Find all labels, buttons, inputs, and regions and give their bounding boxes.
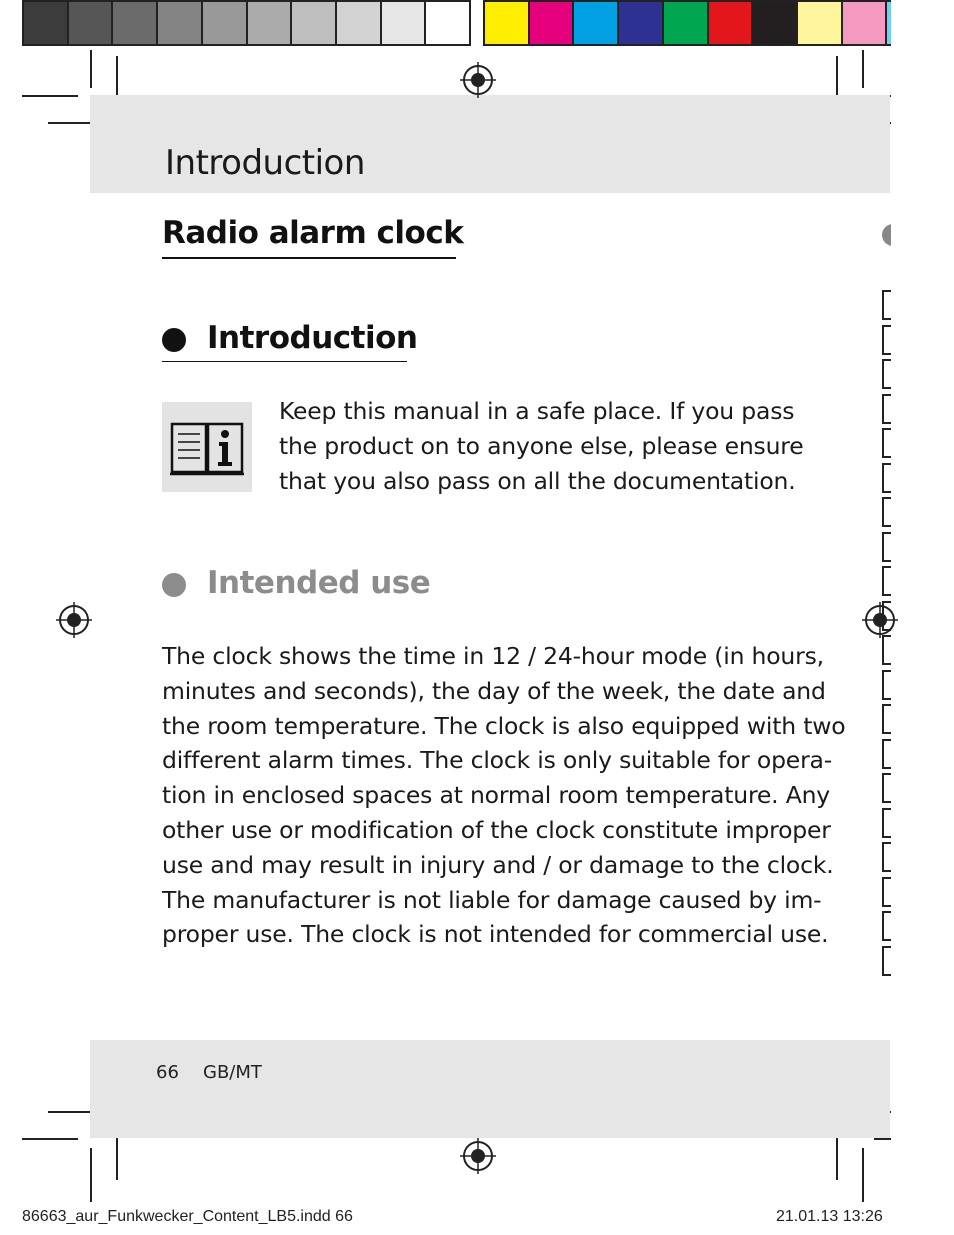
body-line: proper use. The clock is not intended for commercial use. xyxy=(162,920,829,949)
crop-mark xyxy=(836,1132,838,1180)
color-swatch xyxy=(574,2,619,44)
crop-mark xyxy=(48,122,96,124)
book-info-icon xyxy=(162,402,252,492)
crop-mark xyxy=(862,50,864,88)
color-swatch xyxy=(158,2,203,44)
page-edge-mask xyxy=(891,0,954,1235)
footer-band xyxy=(90,1040,890,1138)
section-bullet-icon xyxy=(162,328,186,352)
color-swatch xyxy=(24,2,69,44)
section-bullet-icon xyxy=(162,573,186,597)
color-swatch xyxy=(113,2,158,44)
page-title: Introduction xyxy=(165,143,365,183)
color-swatch xyxy=(382,2,427,44)
color-swatch xyxy=(619,2,664,44)
body-line: The manufacturer is not liable for damage caused by im- xyxy=(162,885,822,914)
color-swatch xyxy=(426,2,469,44)
crop-mark xyxy=(116,1132,118,1180)
print-slug-datetime: 21.01.13 13:26 xyxy=(776,1208,883,1225)
crop-mark xyxy=(90,1148,92,1202)
color-swatch xyxy=(248,2,293,44)
main-heading: Radio alarm clock xyxy=(162,215,464,251)
body-line: tion in enclosed spaces at normal room temperature. Any xyxy=(162,781,830,810)
registration-mark-icon xyxy=(460,1138,496,1174)
info-paragraph xyxy=(279,394,804,499)
color-swatch xyxy=(69,2,114,44)
registration-mark-icon xyxy=(460,62,496,98)
info-line: Keep this manual in a safe place. If you pass xyxy=(279,397,795,425)
crop-mark xyxy=(22,1138,78,1140)
color-calibration-bar xyxy=(483,0,932,46)
print-slug-file: 86663_aur_Funkwecker_Content_LB5.indd 66 xyxy=(22,1208,353,1225)
registration-mark-icon xyxy=(56,602,92,638)
body-line: different alarm times. The clock is only suitable for opera- xyxy=(162,746,833,775)
info-line: the product on to anyone else, please ensure xyxy=(279,432,804,460)
color-swatch xyxy=(337,2,382,44)
body-line: the room temperature. The clock is also equipped with two xyxy=(162,711,846,740)
heading-underline xyxy=(162,361,407,362)
crop-mark xyxy=(862,1148,864,1202)
grayscale-calibration-bar xyxy=(22,0,471,46)
color-swatch xyxy=(530,2,575,44)
color-swatch xyxy=(664,2,709,44)
color-swatch xyxy=(709,2,754,44)
body-line: minutes and seconds), the day of the week, the date and xyxy=(162,676,826,705)
color-swatch xyxy=(798,2,843,44)
color-swatch xyxy=(485,2,530,44)
section-heading-intended-use: Intended use xyxy=(207,565,431,601)
registration-mark-icon xyxy=(862,602,898,638)
crop-mark xyxy=(90,50,92,88)
color-swatch xyxy=(753,2,798,44)
crop-mark xyxy=(22,95,78,97)
crop-mark xyxy=(48,1111,96,1113)
region-code: GB/MT xyxy=(203,1062,262,1083)
body-line: The clock shows the time in 12 / 24-hour mode (in hours, xyxy=(162,642,824,670)
info-line: that you also pass on all the documentation. xyxy=(279,467,796,495)
color-swatch xyxy=(203,2,248,44)
heading-underline xyxy=(162,257,456,259)
body-paragraph xyxy=(162,639,846,952)
body-line: use and may result in injury and / or damage to the clock. xyxy=(162,850,834,879)
color-swatch xyxy=(292,2,337,44)
color-swatch xyxy=(843,2,888,44)
section-heading-introduction: Introduction xyxy=(207,320,418,356)
body-line: other use or modification of the clock constitute improper xyxy=(162,815,831,844)
page-number: 66 xyxy=(156,1062,179,1083)
